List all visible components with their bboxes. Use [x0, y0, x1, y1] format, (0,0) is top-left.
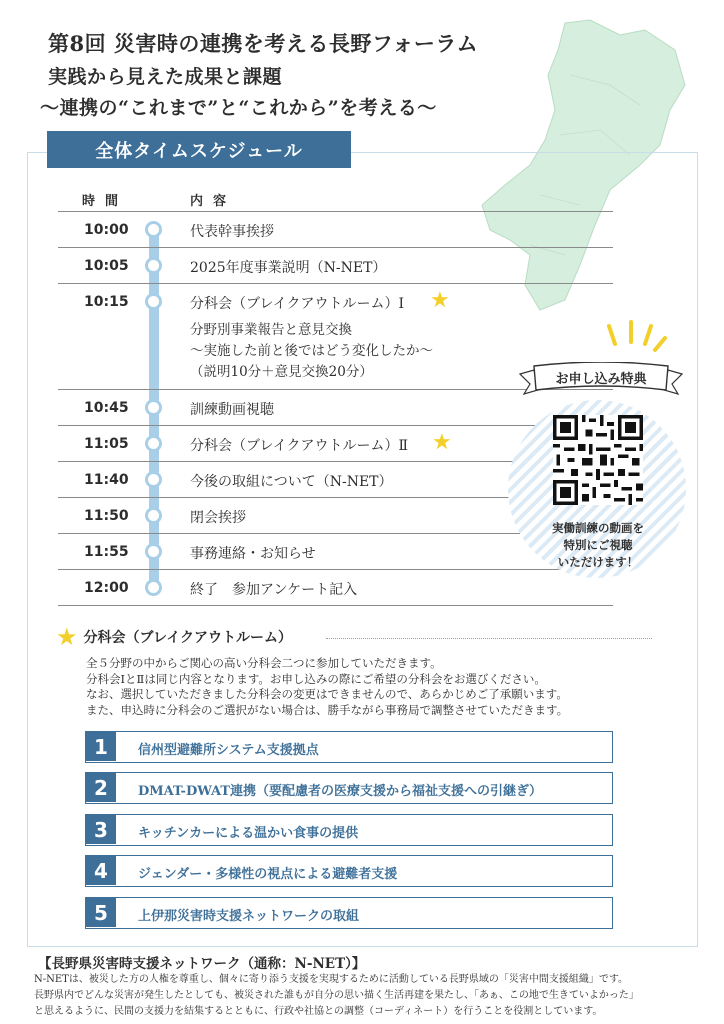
description-line: また、申込時に分科会のご選択がない場合は、勝手ながら事務局で調整させていただきます。	[86, 702, 569, 717]
schedule-item: 事務連絡・お知らせ	[190, 546, 316, 562]
footer-line: 長野県内でどんな災害が発生したとしても、被災された誰もが自分の思い描く生活再建を果たし、「あぁ、この地で生きていよかった」	[34, 990, 639, 1001]
timeline-dot	[145, 471, 162, 488]
column-header-content: 内容	[190, 194, 237, 209]
session-number: 2	[86, 773, 116, 802]
timeline-dot	[145, 435, 162, 452]
footer-line: N-NETは、被災した方の人権を尊重し、個々に寄り添う支援を実現するために活動している長野県域の「災害中間支援組織」です。	[34, 974, 629, 985]
footer-line: と思えるように、民間の支援力を結集するとともに、行政や社協との調整（コーディネート）を行うことを役割としています。	[34, 1006, 603, 1017]
schedule-time: 10:15	[84, 294, 129, 310]
schedule-item: 今後の取組について（N-NET）	[190, 474, 393, 490]
description-line: なお、選択していただきました分科会の変更はできませんので、あらかじめご了承願います。	[86, 687, 568, 701]
schedule-time: 10:00	[84, 222, 129, 238]
breakout-heading	[56, 625, 292, 649]
benefit-line: いただけます！	[557, 555, 639, 569]
schedule-item: 訓練動画視聴	[190, 402, 274, 418]
schedule-time: 10:05	[84, 258, 129, 274]
footer-description	[34, 972, 704, 1020]
page-title: 第8回 災害時の連携を考える長野フォーラム	[36, 26, 492, 60]
timeline-dot	[145, 293, 162, 310]
description-line: 全５分野の中からご関心の高い分科会二つに参加していただきます。	[86, 656, 442, 670]
description-line: 分科会ⅠとⅡは同じ内容となります。お申し込みの際にご希望の分科会をお選びください。	[86, 671, 546, 686]
session-label: キッチンカーによる温かい食事の提供	[138, 826, 359, 841]
schedule-time: 11:40	[84, 472, 129, 488]
schedule-detail	[190, 320, 433, 383]
timeline-dot	[145, 543, 162, 560]
page-subtitle: 実践から見えた成果と課題	[48, 66, 283, 88]
session-item	[85, 897, 613, 929]
detail-line: （説明10分＋意見交換20分）	[190, 364, 373, 380]
schedule-item: 代表幹事挨拶	[190, 224, 274, 240]
benefit-line: 特別にご視聴	[563, 538, 633, 552]
column-header-time: 時間	[82, 194, 129, 209]
schedule-time: 12:00	[84, 580, 129, 596]
session-item	[85, 855, 613, 887]
benefit-line: 実働訓練の動画を	[552, 521, 644, 535]
session-label: 信州型避難所システム支援拠点	[138, 743, 319, 758]
timeline-dot	[145, 579, 162, 596]
session-item	[85, 731, 613, 763]
breakout-heading-label: 分科会（ブレイクアウトルーム）	[83, 630, 292, 646]
schedule-row	[58, 212, 613, 248]
qr-code[interactable]	[553, 415, 643, 505]
session-number: 1	[86, 732, 116, 761]
schedule-time: 10:45	[84, 400, 129, 416]
dotted-divider	[326, 638, 652, 639]
schedule-time: 11:05	[84, 436, 129, 452]
breakout-description	[86, 656, 646, 718]
detail-line: 〜実施した前と後ではどう変化したか〜	[190, 343, 433, 359]
schedule-time: 11:50	[84, 508, 129, 524]
schedule-time: 11:55	[84, 544, 129, 560]
timeline-dot	[145, 507, 162, 524]
benefit-description	[520, 520, 676, 571]
timeline-dot	[145, 399, 162, 416]
timeline-dot	[145, 221, 162, 238]
session-label: 上伊那災害時支援ネットワークの取組	[138, 909, 360, 924]
session-label: ジェンダー・多様性の視点による避難者支援	[138, 867, 398, 882]
session-number: 3	[86, 815, 116, 844]
schedule-item: 2025年度事業説明（N-NET）	[190, 260, 387, 276]
session-number: 5	[86, 898, 116, 927]
schedule-item: 分科会（ブレイクアウトルーム）Ⅱ	[190, 438, 408, 454]
footer-title: 【長野県災害時支援ネットワーク（通称：N-NET）】	[38, 956, 366, 972]
schedule-item: 分科会（ブレイクアウトルーム）Ⅰ	[190, 296, 404, 312]
schedule-heading: 全体タイムスケジュール	[47, 131, 351, 168]
session-item	[85, 814, 613, 846]
page-subtitle-theme: 〜連携の“これまで”と“これから”を考える〜	[40, 97, 437, 119]
schedule-row	[58, 570, 613, 606]
session-item	[85, 772, 613, 804]
benefit-ribbon-label: お申し込み特典	[555, 372, 647, 387]
schedule-row	[58, 248, 613, 284]
timeline-dot	[145, 257, 162, 274]
schedule-item: 終了 参加アンケート記入	[190, 582, 358, 598]
star-icon: ★	[432, 430, 452, 455]
star-icon: ★	[430, 288, 450, 313]
highlight-rays-icon	[601, 318, 671, 358]
schedule-item: 閉会挨拶	[190, 510, 246, 526]
session-number: 4	[86, 856, 116, 885]
session-label: DMAT-DWAT連携（要配慮者の医療支援から福祉支援への引継ぎ）	[138, 784, 543, 799]
star-icon: ★	[56, 623, 78, 651]
detail-line: 分野別事業報告と意見交換	[190, 322, 352, 338]
